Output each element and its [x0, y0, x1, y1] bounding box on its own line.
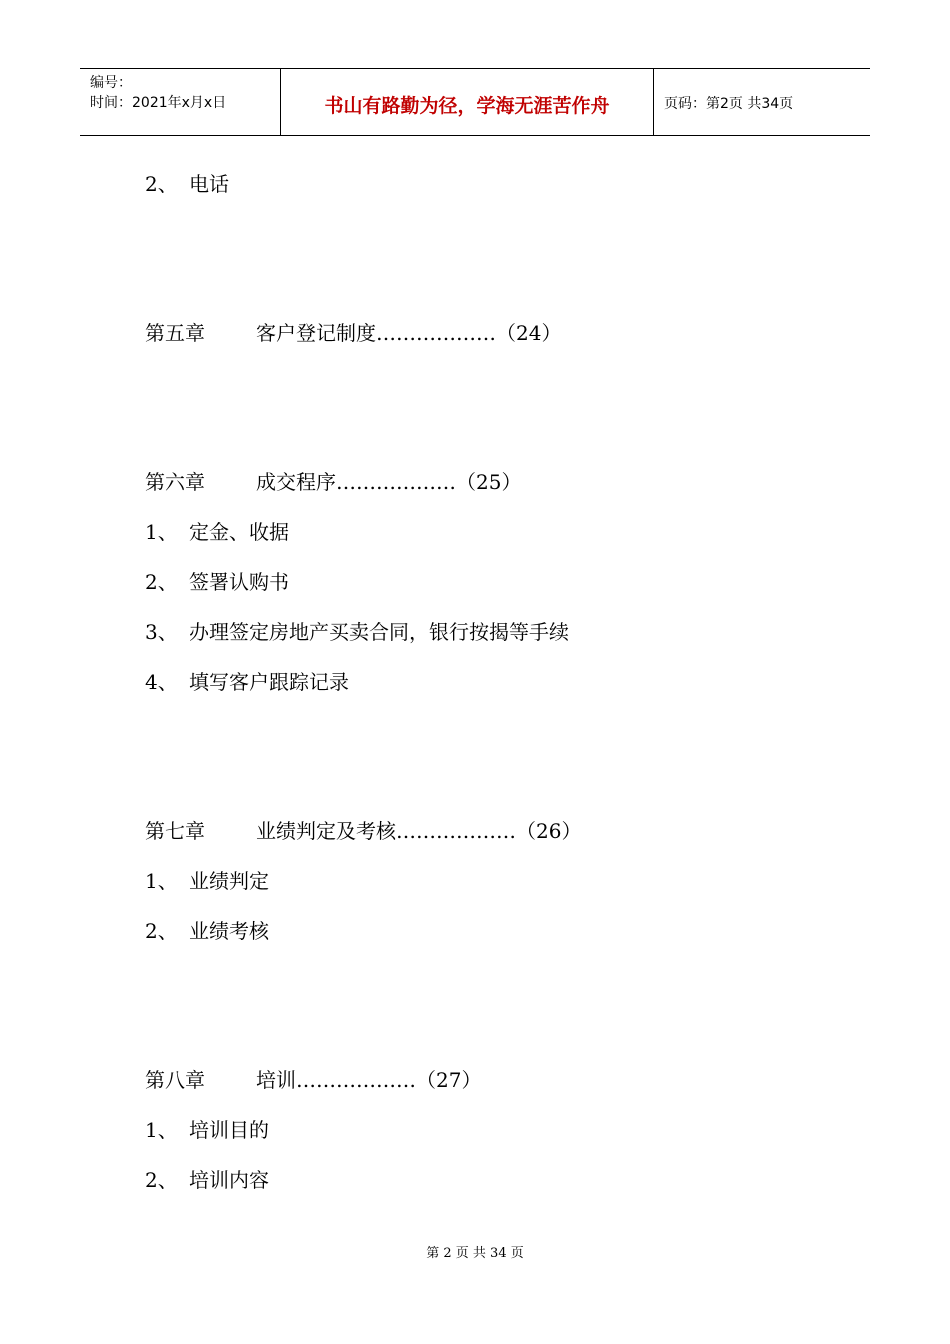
item-text: 电话: [189, 172, 229, 196]
chapter-title: 业绩判定及考核………………（26）: [256, 819, 582, 843]
toc-item: [145, 172, 229, 196]
header-page-info: 页码：第2页 共34页: [664, 96, 794, 112]
item-number: 1、: [145, 520, 178, 544]
time-label: 时间：2021年x月x日: [90, 95, 227, 111]
item-number: 2、: [145, 919, 178, 943]
item-number: 1、: [145, 869, 178, 893]
toc-item: [145, 620, 569, 644]
item-number: 2、: [145, 570, 178, 594]
item-number: 3、: [145, 620, 178, 644]
item-text: 培训内容: [189, 1168, 269, 1192]
toc-item: [145, 1168, 269, 1192]
document-header: [80, 68, 870, 136]
item-text: 业绩判定: [189, 869, 269, 893]
item-text: 办理签定房地产买卖合同，银行按揭等手续: [189, 620, 569, 644]
chapter-label: 第六章: [145, 470, 205, 494]
chapter-title: 培训………………（27）: [256, 1068, 482, 1092]
chapter-heading-7: [145, 819, 581, 843]
toc-item: [145, 919, 269, 943]
toc-item: [145, 570, 289, 594]
header-motto: 书山有路勤为径，学海无涯苦作舟: [281, 69, 654, 135]
toc-item: [145, 520, 289, 544]
item-number: 2、: [145, 172, 178, 196]
item-number: 2、: [145, 1168, 178, 1192]
item-text: 培训目的: [189, 1118, 269, 1142]
item-number: 1、: [145, 1118, 178, 1142]
chapter-label: 第八章: [145, 1068, 205, 1092]
toc-item: [145, 869, 269, 893]
chapter-title: 成交程序………………（25）: [256, 470, 522, 494]
chapter-heading-5: [145, 321, 561, 345]
item-text: 定金、收据: [189, 520, 289, 544]
toc-item: [145, 670, 349, 694]
item-text: 签署认购书: [189, 570, 289, 594]
chapter-label: 第七章: [145, 819, 205, 843]
toc-item: [145, 1118, 269, 1142]
item-number: 4、: [145, 670, 178, 694]
page-footer: 第 2 页 共 34 页: [426, 1246, 524, 1261]
header-meta: [80, 69, 281, 135]
chapter-heading-6: [145, 470, 521, 494]
chapter-title: 客户登记制度………………（24）: [256, 321, 562, 345]
chapter-heading-8: [145, 1068, 481, 1092]
code-label: 编号：: [90, 75, 132, 91]
item-text: 业绩考核: [189, 919, 269, 943]
item-text: 填写客户跟踪记录: [189, 670, 349, 694]
chapter-label: 第五章: [145, 321, 205, 345]
